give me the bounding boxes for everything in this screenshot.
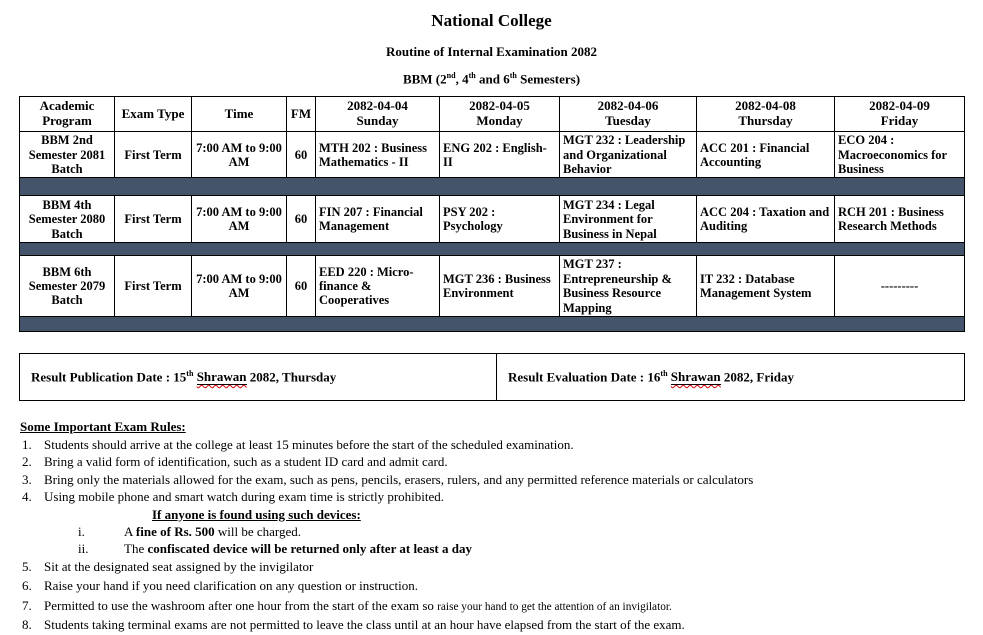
routine-row-bbm-4th bbox=[20, 196, 965, 243]
rule-number: 3. bbox=[22, 471, 32, 487]
col-header-day-sunday: 2082-04-04 Sunday bbox=[316, 97, 440, 132]
rule-item-5 bbox=[20, 558, 983, 577]
rule-item-6 bbox=[20, 577, 983, 596]
ordinal-suffix: th bbox=[509, 71, 517, 80]
rule-number: 4. bbox=[22, 489, 32, 505]
exam-rules-section bbox=[20, 418, 983, 635]
subject-cell: MTH 202 : Business Mathematics - II bbox=[316, 132, 440, 178]
subject-cell: RCH 201 : Business Research Methods bbox=[835, 196, 965, 243]
exam-type-cell: First Term bbox=[115, 196, 192, 243]
subject-cell: EED 220 : Micro-finance & Cooperatives bbox=[316, 256, 440, 317]
col-header-day-monday: 2082-04-05 Monday bbox=[440, 97, 560, 132]
subrule-number: ii. bbox=[78, 541, 89, 557]
rule-text: Permitted to use the washroom after one hour from the start of the exam so raise your hand to get the attention of an invigilator. bbox=[44, 597, 672, 613]
separator-row bbox=[20, 178, 965, 196]
col-header-day-tuesday: 2082-04-06 Tuesday bbox=[560, 97, 697, 132]
rule-text: Using mobile phone and smart watch during exam time is strictly prohibited. bbox=[44, 489, 445, 505]
col-header-time: Time bbox=[192, 97, 287, 132]
subject-cell: ACC 204 : Taxation and Auditing bbox=[697, 196, 835, 243]
subject-cell: FIN 207 : Financial Management bbox=[316, 196, 440, 243]
ordinal-suffix: th bbox=[660, 368, 668, 378]
ordinal-suffix: th bbox=[468, 71, 476, 80]
program-text-1: BBM (2 bbox=[402, 71, 447, 87]
rule-number: 7. bbox=[22, 597, 32, 613]
rule-number: 6. bbox=[22, 578, 32, 594]
subrule-text: A fine of Rs. 500 will be charged. bbox=[124, 523, 302, 539]
rule-text: Bring a valid form of identification, such as a student ID card and admit card. bbox=[44, 454, 448, 470]
rule-text: Sit at the designated seat assigned by the invigilator bbox=[44, 558, 314, 574]
program-cell: BBM 2nd Semester 2081 Batch bbox=[20, 132, 115, 178]
col-header-day-thursday: 2082-04-08 Thursday bbox=[697, 97, 835, 132]
fm-cell: 60 bbox=[287, 196, 316, 243]
college-title: National College bbox=[431, 11, 552, 30]
result-dates-table bbox=[19, 353, 965, 401]
program-text-4: Semesters) bbox=[516, 71, 581, 87]
col-header-academic-program: Academic Program bbox=[20, 97, 115, 132]
rule-number: 5. bbox=[22, 558, 32, 574]
rule-text: Bring only the materials allowed for the exam, such as pens, pencils, erasers, rulers, and any permitted reference materials or calculators bbox=[44, 471, 754, 487]
subject-cell: MGT 236 : Business Environment bbox=[440, 256, 560, 317]
subject-cell: MGT 234 : Legal Environment for Business in Nepal bbox=[560, 196, 697, 243]
exam-type-cell: First Term bbox=[115, 256, 192, 317]
fm-cell: 60 bbox=[287, 132, 316, 178]
routine-subtitle: Routine of Internal Examination 2082 bbox=[386, 44, 597, 59]
rule-item-8 bbox=[20, 616, 983, 635]
rule-text: Raise your hand if you need clarification on any question or instruction. bbox=[44, 578, 419, 594]
ordinal-suffix: th bbox=[186, 368, 194, 378]
confiscation-note: confiscated device will be returned only after at least a day bbox=[147, 541, 472, 557]
rule-item-1 bbox=[20, 436, 983, 453]
devices-warning: If anyone is found using such devices: bbox=[152, 506, 361, 522]
rule-number: 8. bbox=[22, 617, 32, 633]
subject-cell: PSY 202 : Psychology bbox=[440, 196, 560, 243]
separator-row bbox=[20, 316, 965, 331]
rule-item-7 bbox=[20, 597, 983, 616]
ordinal-suffix: nd bbox=[446, 71, 456, 80]
fm-cell: 60 bbox=[287, 256, 316, 317]
result-evaluation-cell: Result Evaluation Date : 16th Shrawan 2082, Friday bbox=[497, 353, 965, 400]
no-exam-cell: --------- bbox=[835, 256, 965, 317]
subject-cell: ENG 202 : English-II bbox=[440, 132, 560, 178]
program-cell: BBM 6th Semester 2079 Batch bbox=[20, 256, 115, 317]
program-cell: BBM 4th Semester 2080 Batch bbox=[20, 196, 115, 243]
subrule-item-ii bbox=[20, 540, 983, 557]
time-cell: 7:00 AM to 9:00 AM bbox=[192, 132, 287, 178]
spellcheck-underlined-word: Shrawan bbox=[670, 369, 721, 385]
rules-heading: Some Important Exam Rules: bbox=[20, 418, 186, 434]
program-text-2: , 4 bbox=[455, 71, 469, 87]
program-text-3: and 6 bbox=[475, 71, 510, 87]
separator-row bbox=[20, 243, 965, 256]
subrule-number: i. bbox=[78, 523, 85, 539]
routine-header-row bbox=[20, 97, 965, 132]
rule-item-4 bbox=[20, 488, 983, 505]
rule-text: Students taking terminal exams are not permitted to leave the class until at an hour have elapsed from the start of the exam. bbox=[44, 617, 685, 633]
subject-cell: ECO 204 : Macroeconomics for Business bbox=[835, 132, 965, 178]
rule-number: 2. bbox=[22, 454, 32, 470]
time-cell: 7:00 AM to 9:00 AM bbox=[192, 256, 287, 317]
subject-cell: MGT 232 : Leadership and Organizational Behavior bbox=[560, 132, 697, 178]
subrule-item-i bbox=[20, 523, 983, 540]
rule-item-3 bbox=[20, 471, 983, 488]
rule-item-2 bbox=[20, 453, 983, 470]
spellcheck-underlined-word: Shrawan bbox=[196, 369, 247, 385]
time-cell: 7:00 AM to 9:00 AM bbox=[192, 196, 287, 243]
rule-number: 1. bbox=[22, 436, 32, 452]
routine-row-bbm-2nd bbox=[20, 132, 965, 178]
fine-amount: fine of Rs. 500 bbox=[135, 523, 215, 539]
col-header-exam-type: Exam Type bbox=[115, 97, 192, 132]
routine-table bbox=[19, 96, 965, 332]
subrule-text: The confiscated device will be returned only after at least a day bbox=[124, 541, 472, 557]
rule-text: Students should arrive at the college at least 15 minutes before the start of the scheduled examination. bbox=[44, 436, 574, 452]
col-header-day-friday: 2082-04-09 Friday bbox=[835, 97, 965, 132]
exam-type-cell: First Term bbox=[115, 132, 192, 178]
subject-cell: MGT 237 : Entrepreneurship & Business Resource Mapping bbox=[560, 256, 697, 317]
subject-cell: ACC 201 : Financial Accounting bbox=[697, 132, 835, 178]
col-header-fm: FM bbox=[287, 97, 316, 132]
subject-cell: IT 232 : Database Management System bbox=[697, 256, 835, 317]
routine-row-bbm-6th bbox=[20, 256, 965, 317]
result-publication-cell: Result Publication Date : 15th Shrawan 2082, Thursday bbox=[20, 353, 497, 400]
program-subtitle bbox=[0, 60, 983, 87]
